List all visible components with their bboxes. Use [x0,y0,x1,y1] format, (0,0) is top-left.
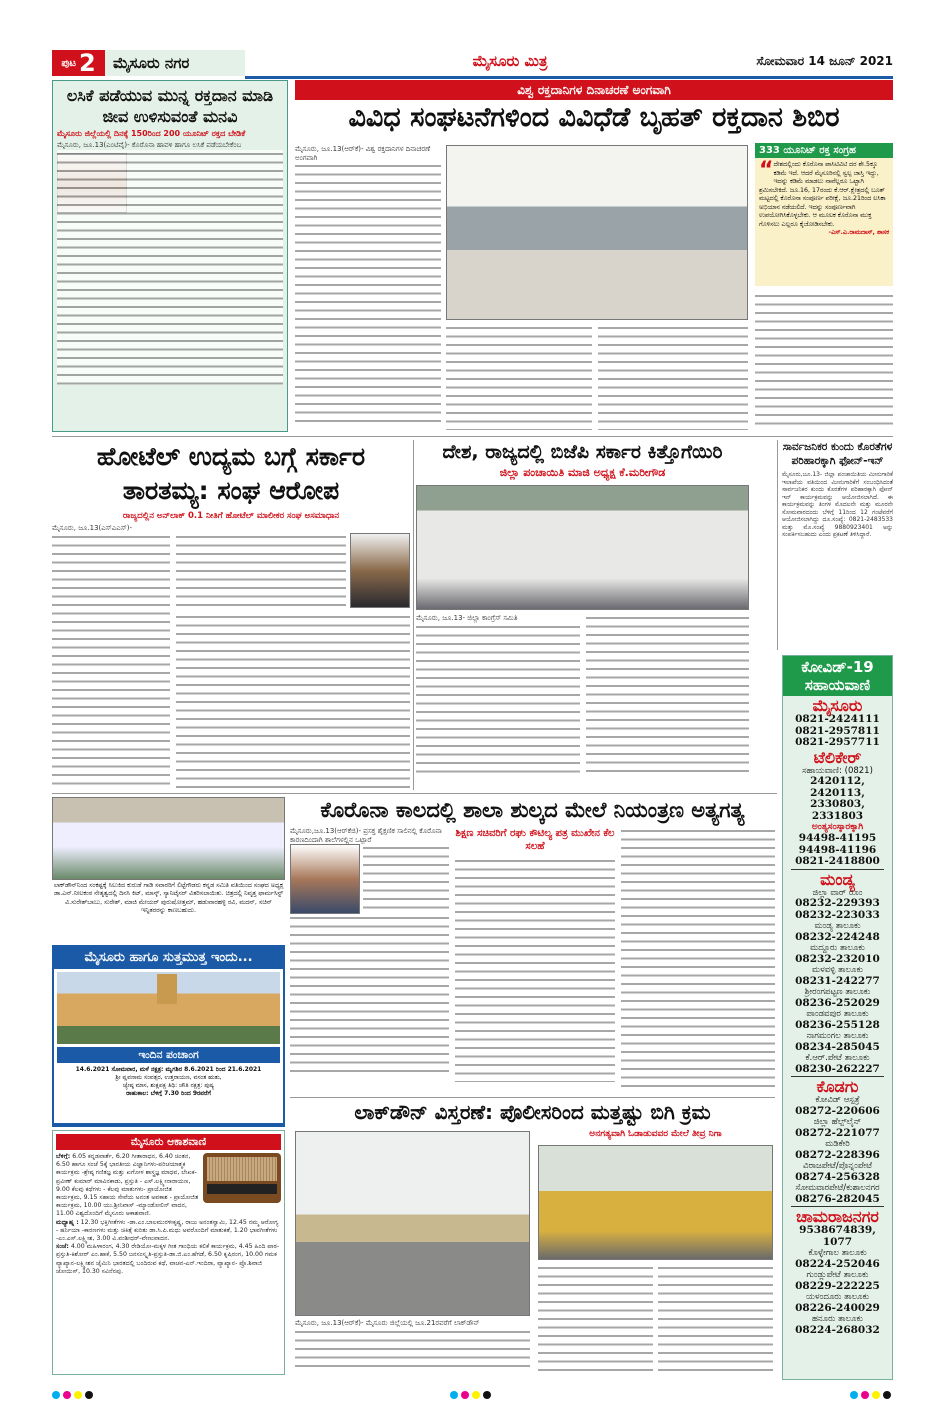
page-badge [52,50,105,76]
congress-protest-photo [416,485,749,610]
helpline-number[interactable]: 0821-2418800 [795,855,880,867]
helpline-number[interactable]: 08229-222225 [795,1279,880,1292]
helpline-label: ಜಿಲ್ಲಾ ವಾರ್ ರೂಂ [812,887,863,898]
article-body [538,1264,653,1376]
helpline-number[interactable]: 08234-285045 [795,1040,880,1053]
helpline-number[interactable]: 0821-2424111 [795,713,880,725]
helpline-label: ನಾಗಮಂಗಲ ತಾಲೂಕು [806,1031,869,1041]
article-subtitle: ಅನಗತ್ಯವಾಗಿ ಓಡಾಡುವವರ ಮೇಲೆ ತೀವ್ರ ನಿಗಾ [589,1129,722,1139]
district-heading: ಟೆಲಿಕೇರ್ [813,747,862,767]
noon-programs: 12.30 ಭಕ್ತಿಗೀತೆಗಳು -ಡಾ.ಎಂ.ಬಾಲಮುರಳೀಕೃಷ್ಣ, ರಾಜು ಅನಂತಸ್ವಾಮಿ, 12.45 ನಮ್ಮ ಆರೋಗ್ಯ - ಹರ್ನಿಯಾ -ಕಾರಣಗಳು ಮತ್ತು ಚಿಕಿತ್ಸೆ ಕುರಿತು ಡಾ.ಸಿ.ಪಿ.ಮಧು ಅವರೊಂದಿಗೆ ಮಾತುಕತೆ, 1.20 ಭಾವಗೀತೆಗಳು -ಎಂ.ಎಸ್.ಲಕ್ಷ್ಮೀಶ, 3.00 ವಿ.ವಂಶೀಧರ್-ವೇಣುವಾದನ. [56,1218,279,1243]
box-title: ಮೈಸೂರು ಹಾಗೂ ಸುತ್ತಮುತ್ತ ಇಂದು... [84,950,253,965]
radio-icon [203,1153,281,1203]
portrait-photo [290,844,360,914]
divider [413,440,414,790]
district-heading: ಮೈಸೂರು [812,696,863,715]
helpline-number[interactable]: 08274-256328 [795,1170,880,1183]
article-headline: ದೇಶ, ರಾಜ್ಯದಲ್ಲಿ ಬಿಜೆಪಿ ಸರ್ಕಾರ ಕಿತ್ತೊಗೆಯಿರಿ [442,441,723,463]
main-article-text-cols [598,324,748,430]
helpline-number[interactable]: 08276-282045 [795,1192,880,1205]
mysuru-today-box [52,945,285,1127]
district-heading: ಕೊಡಗು [816,1077,859,1096]
article-lead: ಮೈಸೂರು,ಜೂ.13(ಆರ್‌ಕೆಜಿ)- ಪ್ರಸಕ್ತ ಶೈಕ್ಷಣಿಕ ಸಾಲಿನಲ್ಲಿ ಕೊರೊನಾ ಕಾರಣದಿಂದಾಗಿ ಶಾಲೆಗಳಲ್ಲಿನ ಒಟ್ಟಾರೆ [290,827,442,844]
article-body [295,1328,530,1368]
quote-text: ದೇಶದಲ್ಲಿಂದು ಕೊರೊನಾ ಪಾಸಿಟಿವಿಟಿ ದರ ಶೇ.5ಕ್ಕೂ ಕಡಿಮೆ ಇದೆ. ಆದರೆ ಮೈಸೂರಿನಲ್ಲಿ ಸ್ವಲ್ಪ ಜಾಸ್ತಿ ಇದ್ದು, ಇದನ್ನು ಕಡಿಮೆ ಮಾಡಲು ನಾವೆಲ್ಲರೂ ಒಟ್ಟಾಗಿ ಶ್ರಮಿಸಬೇಕಿದೆ. ಜೂ.16, 17ರಂದು ಕೆ.ಆರ್.ಕ್ಷೇತ್ರದಲ್ಲಿ ಬೂತ್ ಮಟ್ಟದಲ್ಲಿ ಕೊರೊನಾ ಸಂಪೂರ್ಣ ಪರೀಕ್ಷೆ, ಜೂ.21ರಿಂದ ಲಸಿಕಾ ಅಭಿಯಾನ ನಡೆಯಲಿದೆ. ಇದನ್ನು ಸಂಪೂರ್ಣವಾಗಿ ಉಪಯೋಗಿಸಿಕೊಳ್ಳಬೇಕು. ಆ ಮೂಲಕ ಕೊರೊನಾ ಮುಕ್ತ ಗೊಳಿಸಲು ಎಲ್ಲರೂ ಕೈಜೋಡಿಸಬೇಕು. [759,161,886,228]
helpline-number[interactable]: 2420112, 2420113, 2330803, 2331803 [810,775,865,822]
covid-helpline-box [782,655,893,1380]
hotel-article [52,440,410,790]
helpline-label: ಹನೂರು ತಾಲೂಕು [812,1314,863,1324]
masthead: ಮೈಸೂರು ಮಿತ್ರ [472,52,548,70]
helpline-list [783,696,892,1337]
date: ಸೋಮವಾರ 14 ಜೂನ್ 2021 [756,54,893,68]
helpline-number[interactable]: 0821-2957711 [795,736,880,748]
helpline-label: ಕೋವಿಡ್ ಆಸ್ಪತ್ರೆ [815,1095,860,1105]
quote-attribution: -ಎಸ್.ಎ.ರಾಮದಾಸ್, ಶಾಸಕ [828,229,889,236]
divider [52,793,777,794]
article-body [658,1264,773,1376]
helpline-number[interactable]: 94498-41195 [798,832,877,844]
panchanga-date: 14.6.2021 ಸೋಮವಾರ, ಮಳೆ ನಕ್ಷತ್ರ: ಮೃಗಶಿರ 8.6.2021 ರಿಂದ 21.6.2021 [75,1066,262,1073]
article-body [363,844,449,914]
article-body [290,914,449,1074]
photo-caption: ಲಾಕ್‌ಡೌನ್‌ನಿಂದ ಸಂಕಷ್ಟಕ್ಕೆ ಸಿಲುಕಿದ ಕುರುಡೆ ಗಾಡಿ ಸವಾರರಿಗೆ ಲಿಟ್ಟೆಗೌಡರು ಕನ್ನಡ ಸಮಿತಿ ವತಿಯಿಂದ ಸಂಘದ ಅಧ್ಯಕ್ಷ ಡಾ.ಎನ್.ನೀಲಕಂಠ ನೇತೃತ್ವದಲ್ಲಿ ದಿನಸಿ ಕಿಟ್, ಮಾಸ್ಕ್, ಸ್ಯಾನಿಟೈಸರ್ ವಿತರಿಸಲಾಯಿತು. ಚಿತ್ರದಲ್ಲಿ ನಿವೃತ್ತ ಫಾರ್ಮಸಿಸ್ಟ್ ವಿ.ಸುರೇಶ್‌ಬಾಬು, ಸುರೇಶ್, ಮಾಜಿ ಮೇಯರ್ ಪುರುಷೋತ್ತಮ್, ಹಡುವಾರಹಳ್ಳಿ ರವಿ, ಮದನ್, ಸಚಿನ್ ಇನ್ನಿತರರನ್ನು ಕಾಣಬಹುದು. [53,882,284,915]
helpline-number[interactable]: 08232-224248 [795,930,880,943]
district-heading: ಚಾಮರಾಜನಗರ [796,1207,879,1226]
article-subtitle: ಜಿಲ್ಲಾ ಪಂಚಾಯಿತಿ ಮಾಜಿ ಅಧ್ಯಕ್ಷ ಕೆ.ಮರೀಗೌಡ [499,466,666,479]
registration-marks [52,1384,96,1403]
label: ಬೆಳಿಗ್ಗೆ: [56,1153,71,1160]
article-headline: ಹೋಟೆಲ್ ಉದ್ಯಮ ಬಗ್ಗೆ ಸರ್ಕಾರ ತಾರತಮ್ಯ: ಸಂಘ ಆರೋಪ [96,442,366,505]
helpline-label: ಶ್ರೀರಂಗಪಟ್ಟಣ ತಾಲೂಕು [804,987,871,997]
helpline-label: ಸಹಾಯವಾಣಿ: (0821) [802,765,873,776]
helpline-number[interactable]: 08272-221077 [795,1126,880,1139]
article-subtitle: ರಾಜ್ಯದಲ್ಲಿನ ಅನ್‌ಲಾಕ್ 0.1 ನೀತಿಗೆ ಹೋಟೆಲ್ ಮಾಲೀಕರ ಸಂಘ ಅಸಮಾಧಾನ [122,511,340,521]
quote-box [755,143,893,286]
helpline-label: ಪಾಂಡವಪುರ ತಾಲೂಕು [806,1009,869,1019]
helpline-number[interactable]: 08236-252029 [795,996,880,1009]
article-body: ಮೈಸೂರು,ಜೂ.13- ಜಿಲ್ಲಾ ಪಂಚಾಯಿತಿಯ ಮೀನುಗಾರಿಕೆ ಇಲಾಖೆಯ ವತಿಯಿಂದ ಮೀನುಗಾರಿಕೆಗೆ ಸಂಬಂಧಿಸಿದಂತೆ ಸಾರ್ವಜನಿಕರ ಕುಂದು ಕೊರತೆಗಳ ಪರಿಹಾರಕ್ಕಾಗಿ ಫೋನ್ ಇನ್ ಕಾರ್ಯಕ್ರಮವನ್ನು ಆಯೋಜಿಸಲಾಗಿದೆ. ಈ ಕಾರ್ಯಕ್ರಮವನ್ನು ತಿಂಗಳ ಮೊದಲನೇ ಮತ್ತು ಮೂರನೇ ಸೋಮವಾರದಂದು ಬೆಳಿಗ್ಗೆ 11ರಿಂದ 12 ಗಂಟೆವರೆಗೆ ಆಯೋಜಿಸಲಾಗಿದ್ದು ದೂ.ಸಂಖ್ಯೆ: 0821-2483533 ಮತ್ತು ಮೊ.ಸಂಖ್ಯೆ 9880923401 ಅನ್ನು ಸಂಪರ್ಕಿಸಬಹುದು ಎಂದು ಪ್ರಕಟಣೆ ತಿಳಿಸಿದ್ದಾರೆ. [782,471,893,538]
helpline-number[interactable]: 94498-41196 [798,843,877,856]
helpline-label: ಕೆ.ಆರ್.ಪೇಟೆ ತಾಲೂಕು [805,1053,870,1063]
radio-schedule [56,1219,281,1244]
helpline-label: ಮಳವಳ್ಳಿ ತಾಲೂಕು [812,965,863,975]
mysore-palace-image [57,972,280,1044]
main-article-text [295,145,441,430]
school-fee-article [290,795,775,1095]
akashavani-box [52,1130,285,1375]
page-number: 2 [78,49,96,77]
registration-marks [450,1384,494,1403]
morning-programs: 6.05 ಕನ್ನಡವಾರ್ತೆ, 6.20 ಗೀತಾರಾಧನ, 6.40 ಚಿಂತನ, 6.50 ಹಾಗೂ ಸಂಜೆ 5ಕ್ಕೆ ಭಾರತೀಯ ವಿಜ್ಞಾನಿಗಳು-ಪರಿಚಯಾತ್ಮಕ ಕಾರ್ಯಕ್ರಮ -ಶ್ರೇಷ್ಠ ಗಣಿತಜ್ಞ ಮತ್ತು ಖಗೋಳ ಶಾಸ್ತ್ರಜ್ಞ ಮಾಧವ, ಲೇಖಕ- ಪ್ರವೀಣ್ ಕುಮಾರ್ ಮಾವಿನಕಾಡು, ಪ್ರಸ್ತುತಿ - ಎಸ್.ಲಕ್ಷ್ಮೀನಾರಾಯಣ, 9.00 ಕೆಲವು ಕಥೆಗಳು - ಕೆಲವು ಮಾತುಗಳು- ಪ್ರಾಯೋಜಿತ ಕಾರ್ಯಕ್ರಮ, 9.15 ಸಹಾಯ ಸೇವೆಯ ಅನಂತ ಅವಕಾಶ - ಪ್ರಾಯೋಜಿತ ಕಾರ್ಯಕ್ರಮ, 10.00 ಯು.ಶ್ರೀನಿವಾಸ್ -ಮ್ಯಾಂಡೋಲಿನ್ ವಾದನ, 11.00 ವಿಶ್ವದೊಂದಿಗೆ ಮೈಸೂರು ಆಕಾಶವಾಣಿ. [56,1153,199,1218]
helpline-label: ಸೋಮವಾರಪೇಟೆ/ಕುಶಾಲನಗರ [795,1183,880,1193]
article-headline: ಕೊರೊನಾ ಕಾಲದಲ್ಲಿ ಶಾಲಾ ಶುಲ್ಕದ ಮೇಲೆ ನಿಯಂತ್ರಣ ಅತ್ಯಗತ್ಯ [320,798,745,822]
panchanga-title: ಇಂದಿನ ಪಂಚಾಂಗ [57,1047,280,1063]
district-heading: ಅಂತ್ಯಸಂಸ್ಕಾರಕ್ಕಾಗಿ [811,822,864,832]
article-lead: ಮೈಸೂರು, ಜೂ.13(ಆರ್‌ಕೆ)- ವಿಶ್ವ ರಕ್ತದಾನಿಗಳ ದಿನಾಚರಣೆ ಅಂಗವಾಗಿ [295,145,431,162]
main-headline: ವಿವಿಧ ಸಂಘಟನೆಗಳಿಂದ ವಿವಿಧೆಡೆ ಬೃಹತ್ ರಕ್ತದಾನ ಶಿಬಿರ [348,102,840,133]
main-article-text-cols [446,324,592,430]
helpline-number[interactable]: 08232-229393 [795,897,880,909]
lockdown-article [290,1099,775,1379]
quote-icon: “ [759,158,774,183]
helpline-label: ವಿರಾಜಪೇಟೆ/ಪೊನ್ನಂಪೇಟೆ [803,1161,872,1171]
police-checkpoint-photo [538,1145,773,1260]
quote-box-title: 333 ಯೂನಿಟ್ ರಕ್ತ ಸಂಗ್ರಹ [755,143,893,158]
helpline-label: ಕೊಳ್ಳೇಗಾಲ ತಾಲೂಕು [808,1248,867,1258]
article-headline: ಸಾರ್ವಜನಿಕರ ಕುಂದು ಕೊರತೆಗಳ ಪರಿಹಾರಕ್ಕಾಗಿ ಫೋನ್-ಇನ್ [782,441,893,467]
article-body [621,827,775,1089]
helpline-number[interactable]: 0821-2957811 [795,724,880,737]
label: ಸಂಜೆ: [56,1243,69,1251]
box-title: ಮೈಸೂರು ಆಕಾಶವಾಣಿ [56,1134,281,1150]
article-subtitle: ಶಿಕ್ಷಣ ಸಚಿವರಿಗೆ ರಘು ಕೌಟಿಲ್ಯ ಪತ್ರ ಮುಖೇನ ಕೆಲ ಸಲಹೆ [455,828,615,852]
divider [52,436,893,437]
panchanga-line: ರಾಹುಕಾಲ: ಬೆಳಿಗ್ಗೆ 7.30 ರಿಂದ 9ರವರೆಗೆ [126,1090,211,1097]
panchanga-line: ಜ್ಯೇಷ್ಠ ಮಾಸ, ಶುಕ್ಲಪಕ್ಷ ತಿಥಿ: ಚೌತಿ ನಕ್ಷತ್ರ: ಪುಷ್ಯ [122,1082,215,1089]
article-lead: ಮೈಸೂರು, ಜೂ.13(ಎಸ್‌ಎಎಸ್)- [52,524,132,532]
divider [290,1097,775,1098]
helpline-label: ಮಡಿಕೇರಿ [825,1139,850,1149]
kit-distribution-photo [52,797,285,880]
phone-in-article [782,440,893,650]
helpline-number[interactable]: 08231-242277 [795,974,880,987]
helpline-number[interactable]: 08224-252046 [795,1257,880,1270]
portrait-photo [350,533,410,608]
blood-donation-camp-photo [446,145,748,320]
article-body [416,623,580,773]
helpline-label: ಗುಂಡ್ಲುಪೇಟೆ ತಾಲೂಕು [806,1270,869,1280]
article-lead: ಮೈಸೂರು, ಜೂ.13(ಆರ್‌ಕೆ)- ಮೈಸೂರು ಜಿಲ್ಲೆಯಲ್ಲಿ ಜೂ.21ರವರೆಗೆ ಲಾಕ್‌ಡೌನ್ [295,1319,530,1328]
kicker-banner: ವಿಶ್ವ ರಕ್ತದಾನಿಗಳ ದಿನಾಚರಣೆ ಅಂಗವಾಗಿ [295,80,893,100]
helpline-label: ಜಿಲ್ಲಾ ಹೆಲ್ಪ್‌ಲೈನ್ [813,1117,862,1127]
helpline-number[interactable]: 9538674839, 1077 [799,1224,876,1248]
page-label: ಪುಟ [61,57,76,69]
article-lead: ಮೈಸೂರು, ಜೂ.13- ಜಿಲ್ಲಾ ಕಾಂಗ್ರೆಸ್ ಸಮಿತಿ [416,614,518,622]
article-body [586,614,750,772]
helpline-label: ಯಳಂದೂರು ತಾಲೂಕು [805,1292,870,1302]
helpline-number[interactable]: 08272-220606 [795,1104,880,1117]
article-headline: ಲಸಿಕೆ ಪಡೆಯುವ ಮುನ್ನ ರಕ್ತದಾನ ಮಾಡಿ ಜೀವ ಉಳಿಸುವಂತೆ ಮನವಿ [66,86,274,126]
section-name: ಮೈಸೂರು ನಗರ [105,50,245,76]
bjp-article [416,440,749,790]
article-headline: ಲಾಕ್‌ಡೌನ್ ವಿಸ್ತರಣೆ: ಪೊಲೀಸರಿಂದ ಮತ್ತಷ್ಟು ಬಿಗಿ ಕ್ರಮ [354,1100,711,1124]
article-body [176,613,410,791]
article-body [52,533,170,791]
helpline-number[interactable]: 08236-255128 [795,1018,880,1031]
covid-helpline-title: ಕೋವಿಡ್-19 ಸಹಾಯವಾಣಿ [783,656,892,696]
article-body [755,292,893,430]
article-body [295,162,441,427]
article-body [455,857,614,1082]
panchanga-line: ಶ್ರೀ ಪ್ಲವನಾಮ ಸಂವತ್ಸರ, ಉತ್ತರಾಯಣ, ವಸಂತ ಋತು, [115,1074,222,1081]
radio-schedule [56,1243,281,1276]
barricaded-road-photo [295,1131,530,1316]
helpline-number[interactable]: 08224-268032 [795,1323,880,1336]
helpline-number[interactable]: 08232-223033 [795,908,880,921]
article-body [57,150,283,385]
article-subtitle: ಮೈಸೂರು ಜಿಲ್ಲೆಯಲ್ಲಿ ದಿನಕ್ಕೆ 150ರಿಂದ 200 ಯೂನಿಟ್ ರಕ್ತದ ಬೇಡಿಕೆ [57,129,246,138]
helpline-label: ಮಂಡ್ಯ ತಾಲೂಕು [814,921,861,931]
helpline-number[interactable]: 08272-228396 [795,1148,880,1161]
district-heading: ಮಂಡ್ಯ [820,869,855,889]
helpline-number[interactable]: 08226-240029 [795,1301,880,1314]
helpline-number[interactable]: 08232-232010 [795,952,880,965]
evening-programs: 4.00 ಮಹಿಳಾರಂಗ, 4.30 ರೇಡಿಯೋ-ಮಕ್ಕಳ ಗೀತ ಗಾಂಧಿಯ ಕಲಿಕೆ ಕಾರ್ಯಕ್ರಮ, 4.45 ಹಿಂದಿ ಪಾಠ-ಪ್ರಸ್ತುತಿ-ಕಿಶೋರ್ ಎಂ.ಹಾಕೆ, 5.50 ಜನಸಂಸ್ಕೃತಿ-ಪ್ರಸ್ತುತಿ-ಡಾ.ಜಿ.ಎಂ.ಹೆಗಡೆ, 6.50 ಕೃಷಿರಂಗ, 10.00 ಗಮಕ ವ್ಯಾಖ್ಯಾನ-ಲಕ್ಷ್ಮೀಶನ ಜೈಮಿನಿ ಭಾರತದಲ್ಲಿ ಬಂದಿರುವ ಕಥೆ, ವಾಚನ-ಎನ್.ಇಂದಿರಾ, ವ್ಯಾಖ್ಯಾನ- ಪ್ರೊ.ಶಿವಾಜಿ ಜೋಯಿಸ್, 10.30 ಸವಿನೆನಪು. [56,1243,280,1275]
label: ಮಧ್ಯಾಹ್ನ : [56,1218,79,1226]
article-body [176,533,346,611]
header-rule [245,76,893,79]
helpline-label: ಮದ್ದೂರು ತಾಲೂಕು [810,943,865,953]
blood-donation-appeal-article [52,80,288,432]
article-lead: ಮೈಸೂರು, ಜೂ.13(ಎಂಟಿವೈ)- ಕೊರೊನಾ ಹಾವಳಿ ಹಾಗೂ ಲಸಿಕೆ ಪಡೆಯಬೇಕೆಂಬ [57,141,242,149]
helpline-number[interactable]: 08230-262227 [795,1062,880,1075]
divider [777,440,778,650]
registration-marks [850,1384,894,1403]
